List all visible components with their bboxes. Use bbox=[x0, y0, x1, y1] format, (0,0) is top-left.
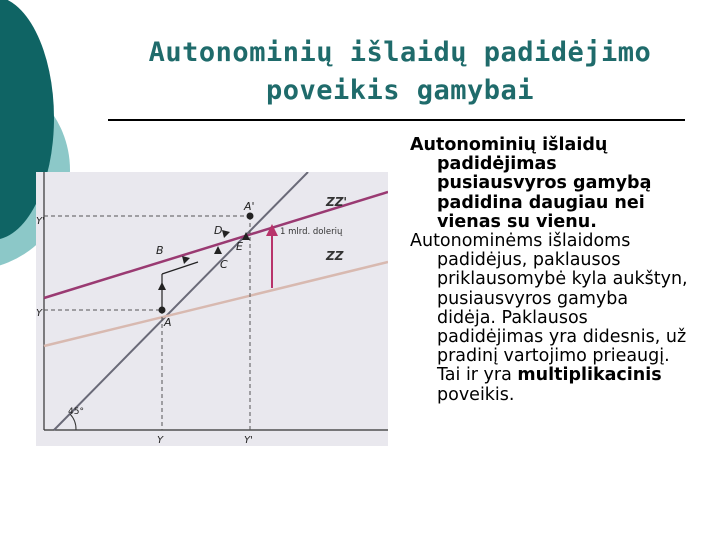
paragraph-1: Autonominių išlaidų padidėjimas pusiausvyros gamybą padidina daugiau nei vienas su vienu. bbox=[410, 135, 652, 232]
title-line-1: Autonominių išlaidų padidėjimo bbox=[148, 37, 652, 68]
label-angle: 45° bbox=[68, 407, 84, 417]
explanation-text bbox=[410, 136, 690, 405]
label-y-axis: Y bbox=[36, 308, 43, 319]
slide-title bbox=[110, 34, 690, 110]
title-line-2: poveikis gamybai bbox=[265, 75, 535, 106]
point-a bbox=[159, 307, 166, 314]
label-y-prime-axis: Y' bbox=[36, 216, 45, 227]
label-d: D bbox=[214, 224, 223, 237]
label-e: E bbox=[236, 240, 243, 253]
paragraph-2-part-1: Autonominėms išlaidoms padidėjus, paklausos priklausomybė kyla aukštyn, pusiausvyros gamyba didėja. Paklausos padidėjimas yra didesnis, už pradinį vartojimo prieaugį. Tai ir yra bbox=[410, 231, 688, 386]
title-divider bbox=[108, 119, 685, 121]
label-shift: 1 mlrd. dolerių bbox=[280, 227, 343, 237]
diagram-paper bbox=[36, 172, 388, 446]
label-zz-prime: ZZ' bbox=[326, 195, 348, 209]
label-a: A bbox=[164, 316, 172, 329]
label-y-bottom: Y bbox=[157, 435, 164, 446]
label-a-prime: A' bbox=[244, 200, 255, 213]
paragraph-2-bold-term: multiplikacinis bbox=[517, 365, 662, 386]
label-zz: ZZ bbox=[326, 249, 344, 263]
label-b: B bbox=[156, 244, 164, 257]
label-c: C bbox=[220, 258, 228, 271]
multiplier-diagram bbox=[36, 172, 388, 446]
point-a-prime bbox=[247, 213, 254, 220]
paragraph-2 bbox=[410, 232, 690, 405]
label-y-prime-bottom: Y' bbox=[244, 435, 253, 446]
paragraph-2-part-2: poveikis. bbox=[437, 384, 515, 405]
